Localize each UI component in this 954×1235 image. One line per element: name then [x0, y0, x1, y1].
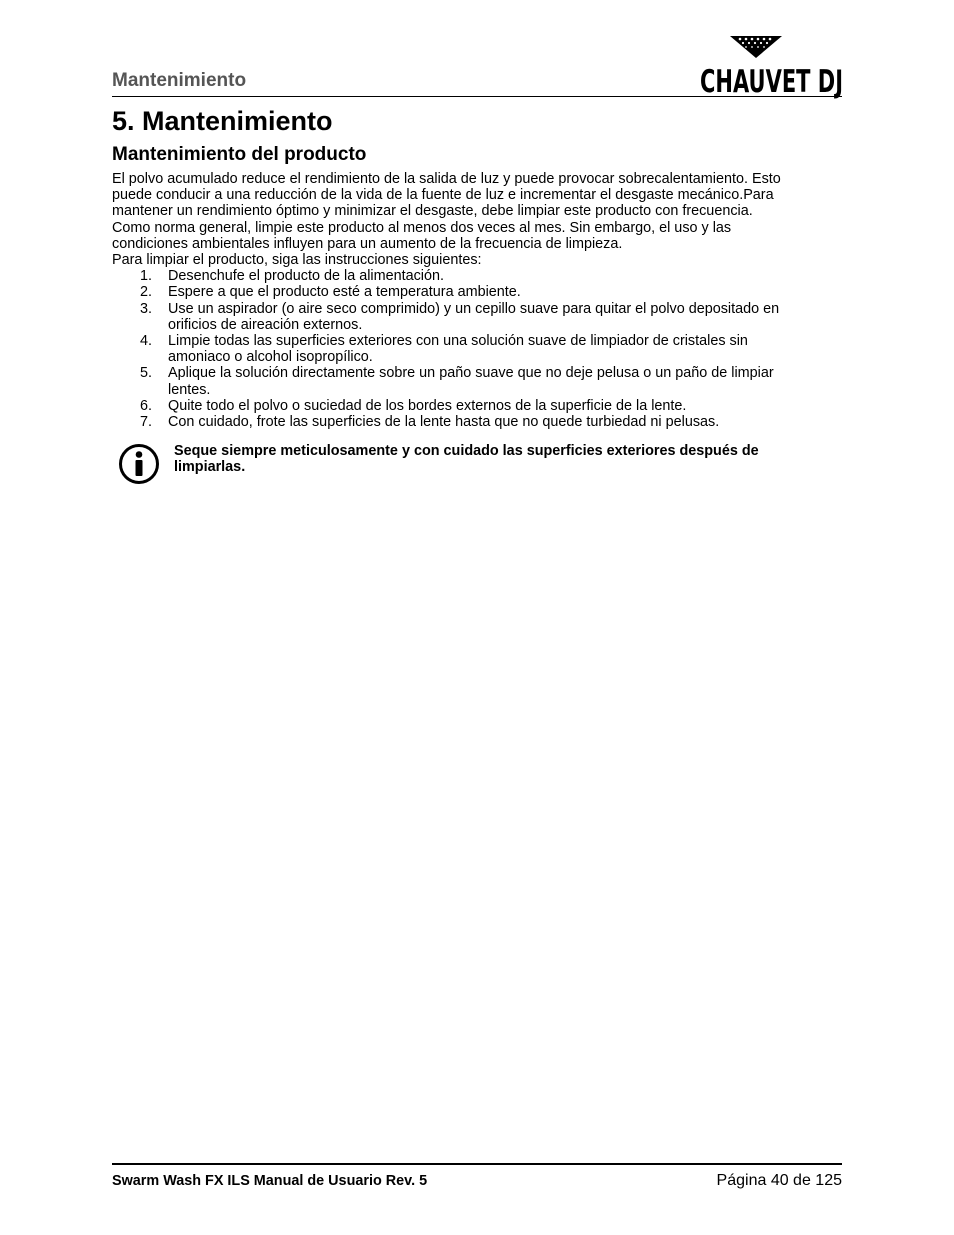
list-item [112, 365, 842, 397]
step-number: 3. [140, 300, 153, 317]
note-text [174, 443, 834, 475]
step-text: Use un aspirador (o aire seco comprimido) y un cepillo suave para quitar el polvo depositado en [168, 300, 780, 317]
list-item [112, 301, 842, 333]
text-line: limpiarlas. [174, 459, 246, 476]
step-number: 1. [140, 268, 153, 285]
footer-manual-title: Swarm Wash FX ILS Manual de Usuario Rev. 5 [112, 1173, 428, 1189]
text-line: Como norma general, limpie este producto al menos dos veces al mes. Sin embargo, el uso y las [112, 219, 732, 236]
body-text [112, 171, 842, 430]
step-text: orificios de aireación externos. [168, 316, 363, 333]
list-item [112, 414, 842, 430]
step-text: Quite todo el polvo o suciedad de los bordes externos de la superficie de la lente. [168, 397, 687, 414]
step-text: lentes. [168, 381, 211, 398]
section-title: Mantenimiento del producto [112, 144, 367, 165]
step-text: Con cuidado, frote las superficies de la lente hasta que no quede turbiedad ni pelusas. [168, 414, 720, 431]
step-number: 4. [140, 333, 153, 350]
note-box [112, 440, 842, 488]
text-line: El polvo acumulado reduce el rendimiento de la salida de luz y puede provocar sobrecalentamiento. Esto [112, 171, 781, 187]
cleaning-steps-list [112, 268, 842, 430]
step-number: 2. [140, 284, 153, 301]
header-divider [112, 96, 842, 97]
text-line: condiciones ambientales influyen para un aumento de la frecuencia de limpieza. [112, 235, 623, 252]
list-item [112, 333, 842, 365]
step-text: Aplique la solución directamente sobre un paño suave que no deje pelusa o un paño de limpiar [168, 365, 774, 382]
intro-paragraph [112, 171, 842, 252]
footer-divider [112, 1163, 842, 1165]
list-item [112, 284, 842, 300]
instructions-intro: Para limpiar el producto, siga las instrucciones siguientes: [112, 252, 482, 269]
list-item [112, 398, 842, 414]
text-line: puede conducir a una reducción de la vida de la fuente de luz e incrementar el desgaste mecánico.Para [112, 187, 774, 204]
step-text: Espere a que el producto esté a temperatura ambiente. [168, 284, 521, 301]
step-number: 5. [140, 365, 153, 382]
step-number: 7. [140, 414, 153, 431]
logo-text: CHAUVET DJ [700, 64, 843, 100]
info-icon [118, 443, 160, 485]
header-section-title: Mantenimiento [112, 70, 247, 91]
chauvet-dj-logo [700, 34, 845, 100]
footer-page-number: Página 40 de 125 [716, 1172, 842, 1189]
text-line: Seque siempre meticulosamente y con cuidado las superficies exteriores después de [174, 443, 759, 459]
chapter-title: 5. Mantenimiento [112, 106, 333, 136]
text-line: mantener un rendimiento óptimo y minimizar el desgaste, debe limpiar este producto con frecuencia. [112, 203, 753, 220]
list-item [112, 268, 842, 284]
step-text: Desenchufe el producto de la alimentación. [168, 268, 444, 285]
step-text: Limpie todas las superficies exteriores con una solución suave de limpiador de cristales sin [168, 333, 748, 350]
step-text: amoniaco o alcohol isopropílico. [168, 349, 373, 366]
step-number: 6. [140, 397, 153, 414]
